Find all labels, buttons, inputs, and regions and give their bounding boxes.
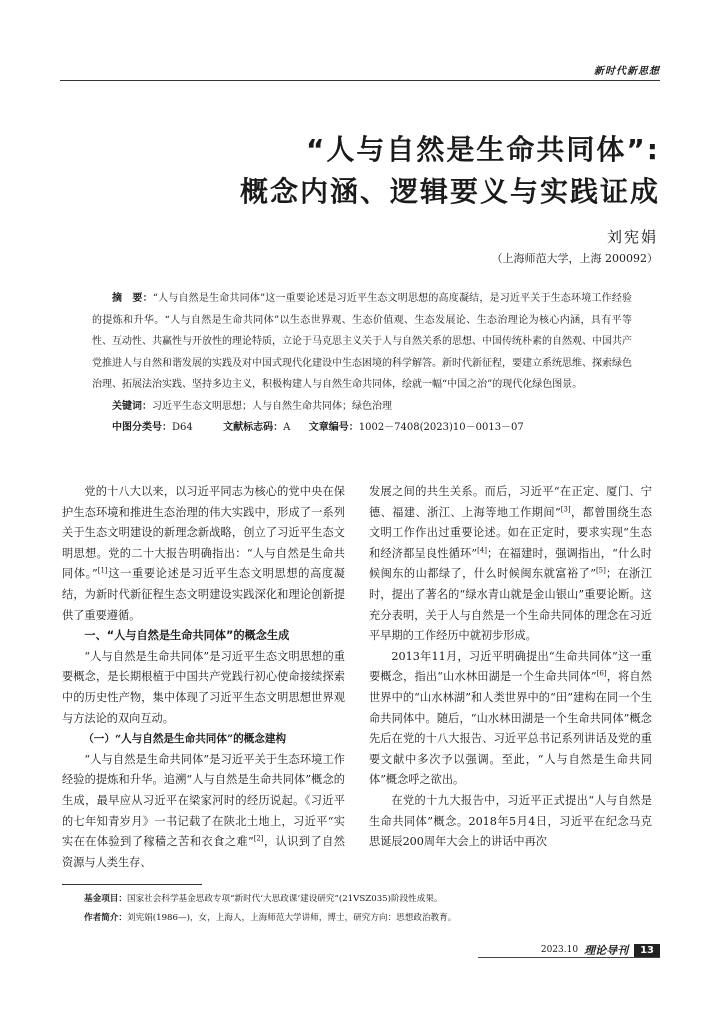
- citation-ref[interactable]: [5]: [595, 566, 606, 575]
- paragraph-text: 发展之间的共生关系。而后，习近平“在正定、厦门、宁德、福建、浙江、上海等地工作期间”: [369, 485, 652, 519]
- paragraph-text: ，将自然世界中的“山水林湖”和人类世界中的“田”建构在同一个生命共同体中。随后，“山水林田湖是一个生命共同体”概念先后在党的十八大报告、习近平总书记系列讲话及党的重要文献中多次予以强调。至此，“人与自然是生命共同体”概念呼之欲出。: [369, 670, 652, 787]
- fund-label: 基金项目：: [84, 894, 127, 904]
- abstract-block: [92, 288, 632, 439]
- paragraph-text: 这一重要论述是习近平生态文明思想的高度凝结，为新时代新征程生态文明建设实践深化和理论创新提供了重要遵循。: [62, 567, 345, 622]
- subsection-heading: （一）“人与自然是生命共同体”的概念建构: [83, 733, 287, 746]
- footnotes: [84, 890, 674, 928]
- paragraph-text: 党的十八大以来，以习近平同志为核心的党中央在保护生态环境和推进生态治理的伟大实践中，形成了一系列关于生态文明建设的新理念新战略，创立了习近平生态文明思想。党的二十大报告明确指出：“人与自然是生命共同体。”: [62, 485, 345, 581]
- header-rule: [60, 80, 660, 81]
- keywords-text: 习近平生态文明思想；人与自然生命共同体；绿色治理: [152, 400, 392, 412]
- page-footer: [541, 942, 660, 958]
- citation-ref[interactable]: [6]: [596, 669, 607, 678]
- article-number-label: 文章编号：: [308, 422, 359, 433]
- fund-note: [84, 890, 674, 909]
- page-number: 13: [634, 944, 660, 957]
- clc-value: D64: [172, 422, 193, 433]
- journal-name: 理论导刊: [584, 944, 629, 957]
- body-column-left: [62, 482, 345, 873]
- keywords-line: [92, 396, 632, 418]
- citation-ref[interactable]: [4]: [477, 546, 488, 555]
- author-note: [84, 909, 674, 928]
- author-bio-label: 作者简介：: [84, 913, 127, 923]
- paragraph-text: ；在福建时，强调指出，“什么时候闽东的山都绿了，什么时候闽东就富裕了”: [369, 546, 652, 581]
- title-line-2: 概念内涵、逻辑要义与实践证成: [239, 175, 660, 208]
- fund-text: 国家社会科学基金思政专项“新时代‘大思政课’建设研究”(21VSZ035)阶段性成果。: [126, 894, 443, 904]
- author-bio-text: 刘宪娟(1986—)，女，上海人，上海师范大学讲师，博士，研究方向：思想政治教育。: [126, 913, 457, 923]
- abstract-label: 摘 要：: [112, 293, 153, 304]
- keywords-label: 关键词：: [112, 400, 152, 412]
- doc-code-value: A: [283, 422, 291, 433]
- issue-date: 2023.10: [540, 945, 579, 955]
- paragraph-text: “人与自然是生命共同体”是习近平关于生态环境工作经验的提炼和升华。追溯“人与自然是生命共同体”概念的生成，最早应从习近平在梁家河时的经历说起。《习近平的七年知青岁月》一书记载了在陕北土地上，习近平“实实在在体验到了稼穑之苦和衣食之难”: [62, 752, 345, 849]
- author-affiliation: （上海师范大学，上海 200092）: [491, 252, 658, 265]
- doc-code-label: 文献标志码：: [223, 422, 284, 433]
- footer-rule: [478, 957, 660, 958]
- body-paragraph: [62, 482, 345, 626]
- paragraph-text: ，认识到了自然资源与人类生存、: [62, 835, 345, 869]
- author-name: 刘宪娟: [606, 228, 658, 246]
- citation-ref[interactable]: [3]: [560, 504, 571, 513]
- paragraph-text: ，都曾围绕生态文明工作作出过重要论述。如在正定时，要求实现“生态和经济都呈良性循环”: [369, 505, 652, 560]
- citation-ref[interactable]: [2]: [253, 834, 264, 843]
- article-number-value: 1002－7408(2023)10－0013－07: [358, 422, 524, 433]
- citation-ref[interactable]: [1]: [97, 566, 108, 575]
- footnote-rule: [62, 884, 202, 885]
- title-line-1: “人与自然是生命共同体”:: [305, 133, 660, 166]
- classification-line: [92, 417, 632, 439]
- body-column-right: [369, 482, 652, 853]
- abstract-paragraph: [92, 288, 632, 396]
- paragraph-text: ；在浙江时，提出了著名的“绿水青山就是金山银山”重要论断。这充分表明，关于人与自然是一个生命共同体的理念在习近平早期的工作经历中就初步形成。: [369, 567, 652, 643]
- clc-label: 中图分类号：: [112, 422, 172, 433]
- body-paragraph: [369, 482, 652, 647]
- body-paragraph: 在党的十九大报告中，习近平正式提出“人与自然是生命共同体”概念。2018年5月4日，习近平在纪念马克思诞辰200周年大会上的讲话中再次: [369, 793, 652, 849]
- body-paragraph: [369, 647, 652, 791]
- abstract-text: “人与自然是生命共同体”这一重要论述是习近平生态文明思想的高度凝结，是习近平关于生态环境工作经验的提炼和升华。“人与自然是生命共同体”以生态世界观、生态价值观、生态发展论、生态治理论为核心内涵，具有平等性、互动性、共赢性与开放性的理论特质，立论于马克思主义关于人与自然关系的思想、中国传统朴素的自然观、中国共产党推进人与自然和谐发展的实践及对中国式现代化建设中生态困境的科学解答。新时代新征程，要建立系统思维、探索绿色治理、拓展法治实践、坚持多边主义，积极构建人与自然生命共同体，绘就一幅“中国之治”的现代化绿色图景。: [92, 293, 633, 390]
- body-paragraph: “人与自然是生命共同体”是习近平生态文明思想的重要概念，是长期根植于中国共产党践行初心使命接续探索中的历史性产物，集中体现了习近平生态文明思想世界观与方法论的双向互动。: [62, 649, 345, 725]
- paragraph-text: 2013年11月，习近平明确提出“生命共同体”这一重要概念，指出“山水林田湖是一个生命共同体”: [369, 649, 652, 684]
- section-label: 新时代新思想: [594, 66, 660, 77]
- section-heading: 一、“人与自然是生命共同体”的概念生成: [84, 629, 290, 643]
- body-paragraph: [62, 750, 345, 874]
